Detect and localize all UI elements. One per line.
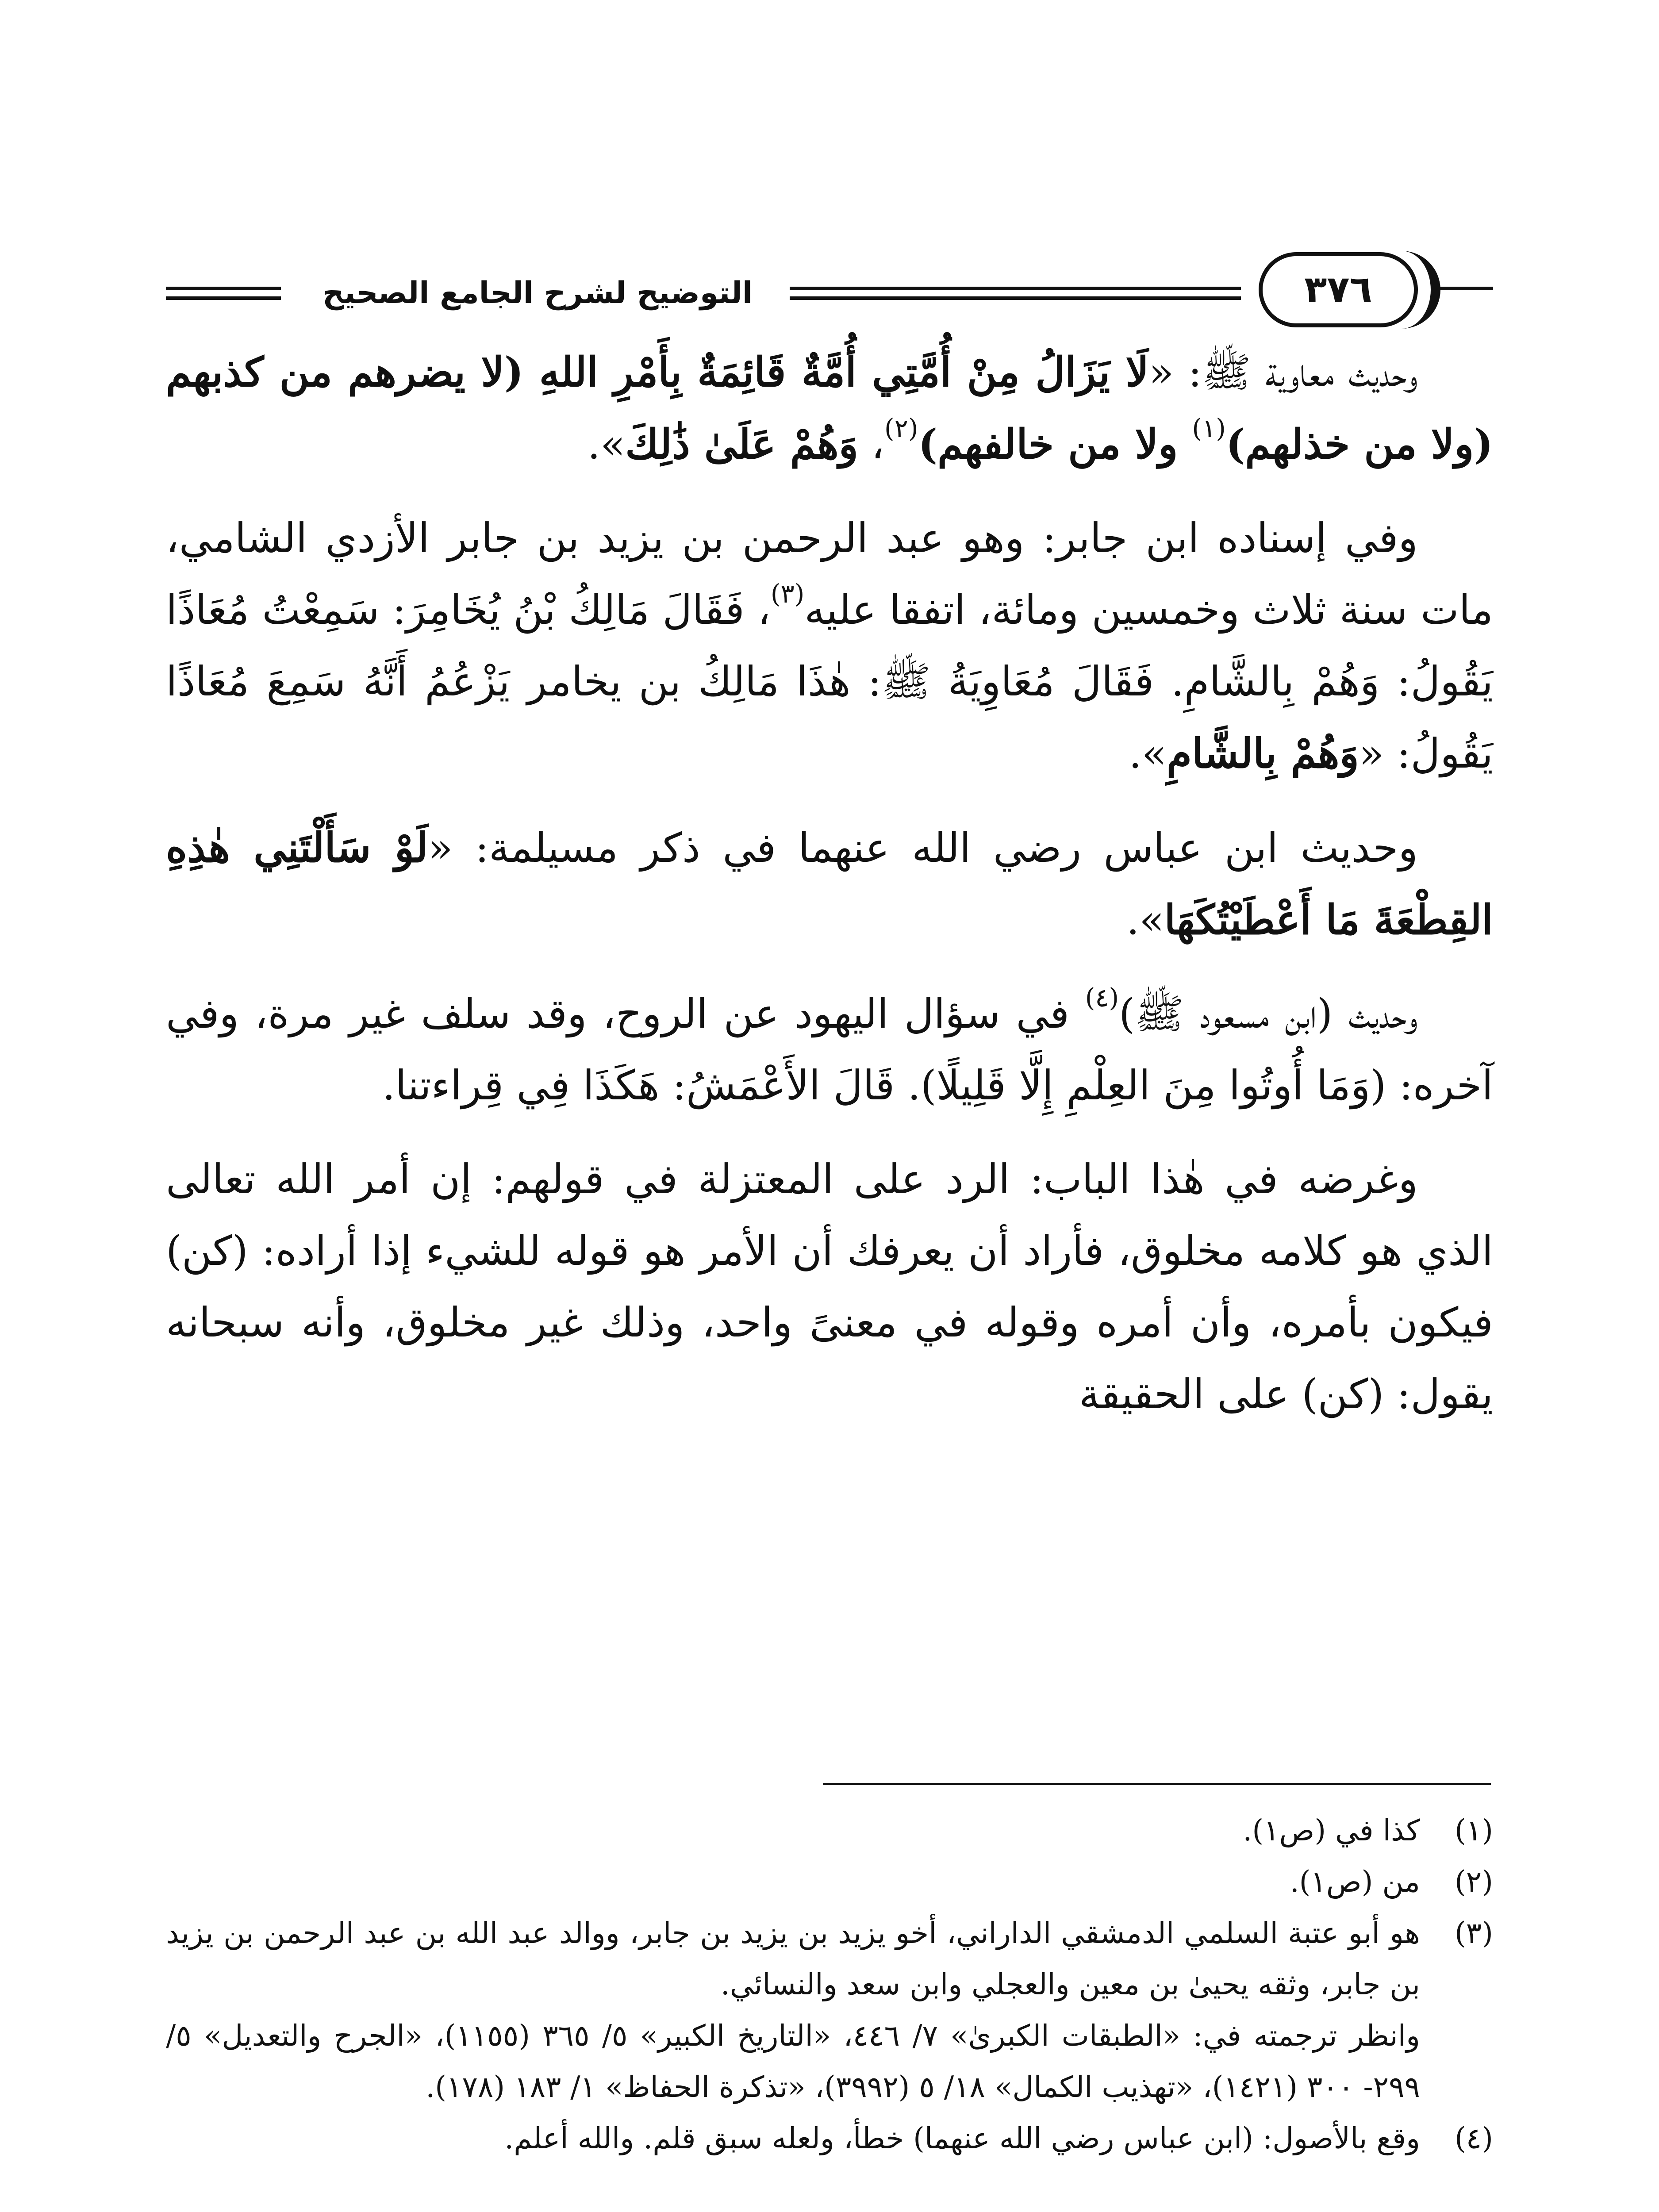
footnote-ref[interactable]: (١) [1192, 413, 1226, 443]
main-text [166, 336, 1493, 1452]
text-run: ». [1129, 730, 1167, 777]
footnote-number: (٤) [1455, 2121, 1493, 2155]
header-rule-middle [790, 287, 1241, 290]
text-run: ولا من خالفهم) [918, 420, 1192, 468]
page-number: ٣٧٦ [1304, 268, 1372, 311]
footnote-text: هو أبو عتبة السلمي الدمشقي الداراني، أخو يزيد بن يزيد بن جابر، ووالد عبد الله بن عبد الرحمن بن يزيد بن جابر، وثقه يحيىٰ بن معين والعجلي وابن سعد والنسائي. [166, 1916, 1420, 2001]
header-rule-right [1431, 287, 1493, 290]
footnotes [166, 1805, 1493, 2164]
footnote-ref[interactable]: (٣) [770, 579, 805, 609]
footnote-text: وانظر ترجمته في: «الطبقات الكبرىٰ» ٧/ ٤٤٦، «التاريخ الكبير» ٥/ ٣٦٥ (١١٥٥)، «الجرح والتعديل» ٥/ ٢٩٩- ٣٠٠ (١٤٢١)، «تهذيب الكمال» ١٨/ ٥ (٣٩٩٢)، «تذكرة الحفاظ» ١/ ١٨٣ (١٧٨). [166, 2019, 1420, 2104]
footnote-continuation [166, 2010, 1493, 2113]
text-run: ». [587, 421, 626, 468]
footnote-number: (١) [1455, 1813, 1493, 1847]
hadith-text: وَهُمْ عَلَىٰ ذَٰلِكَ [625, 420, 859, 468]
footnote-text: وقع بالأصول: (ابن عباس رضي الله عنهما) خطأ، ولعله سبق قلم. والله أعلم. [504, 2121, 1420, 2155]
page-number-frame [1259, 252, 1418, 327]
footnote-item [166, 1908, 1493, 2010]
page-header [166, 248, 1493, 332]
text-run: ». [1126, 896, 1164, 944]
hadith-text: لَا يَزَالُ مِنْ أُمَّتِي أُمَّةٌ قَائِمَةٌ بِأَمْرِ اللهِ [539, 348, 1149, 396]
header-rule-left [166, 287, 281, 290]
footnote-ref[interactable]: (٤) [1085, 983, 1119, 1013]
text-run: ، فَقَالَ مَالِكُ بْنُ يُخَامِرَ: سَمِعْتُ مُعَاذًا يَقُولُ: وَهُمْ بِالشَّامِ. فَقَالَ مُعَاوِيَةُ ﷺ: هٰذَا مَالِكُ بن يخامر يَزْعُمُ أَنَّهُ سَمِعَ مُعَاذًا يَقُولُ: « [166, 586, 1493, 777]
text-run: (لا يضرهم من كذبهم (ولا من خذلهم) [166, 348, 1493, 468]
footnote-separator [823, 1783, 1491, 1785]
text-run: ، [858, 421, 885, 468]
paragraph-chapter-purpose: وغرضه في هٰذا الباب: الرد على المعتزلة في قولهم: إن أمر الله تعالى الذي هو كلامه مخلوق، فأراد أن يعرفك أن الأمر هو قوله للشيء إذا أراده: (كن) فيكون بأمره، وأن أمره وقوله في معنىً واحد، وذلك غير مخلوق، وأنه سبحانه يقول: (كن) على الحقيقة [166, 1156, 1494, 1418]
text-run: في سؤال اليهود عن الروح، وقد سلف غير مرة، وفي آخره: (وَمَا أُوتُوا مِنَ العِلْمِ إِلَّا قَلِيلًا). قَالَ الأَعْمَشُ: هَكَذَا فِي قِراءتنا. [166, 990, 1493, 1109]
paragraph-muawiya-hadith [166, 336, 1493, 480]
paragraph-ibn-masud-hadith [166, 978, 1493, 1121]
hadith-text: وَهُمْ بِالشَّامِ [1167, 730, 1359, 777]
footnote-item [166, 1805, 1493, 1856]
paragraph-ibn-abbas-hadith [166, 812, 1493, 956]
running-title: التوضيح لشرح الجامع الصحيح [322, 276, 753, 311]
text-run: وفي إسناده ابن جابر: وهو عبد الرحمن بن يزيد بن جابر الأزدي الشامي، مات سنة ثلاث وخمسين ومائة، اتفقا عليه [166, 515, 1493, 634]
text-run: وحديث معاوية ﷺ: « [1148, 349, 1418, 396]
footnote-number: (٣) [1455, 1916, 1493, 1950]
footnote-item [166, 1856, 1493, 1908]
hadith-text: لَوْ سَأَلْتَنِي هٰذِهِ القِطْعَةَ مَا أَعْطَيْتُكَهَا [166, 824, 1493, 944]
footnote-number: (٢) [1455, 1865, 1493, 1899]
paragraph-isnad [166, 503, 1493, 790]
footnote-text: من (ص١). [1290, 1865, 1420, 1899]
footnote-item [166, 2113, 1493, 2164]
footnote-ref[interactable]: (٢) [884, 413, 918, 443]
text-run: وحديث ابن عباس رضي الله عنهما في ذكر مسيلمة: « [428, 824, 1418, 872]
text-run: وحديث (ابن مسعود ﷺ) [1119, 990, 1418, 1037]
footnote-text: كذا في (ص١). [1243, 1813, 1420, 1847]
